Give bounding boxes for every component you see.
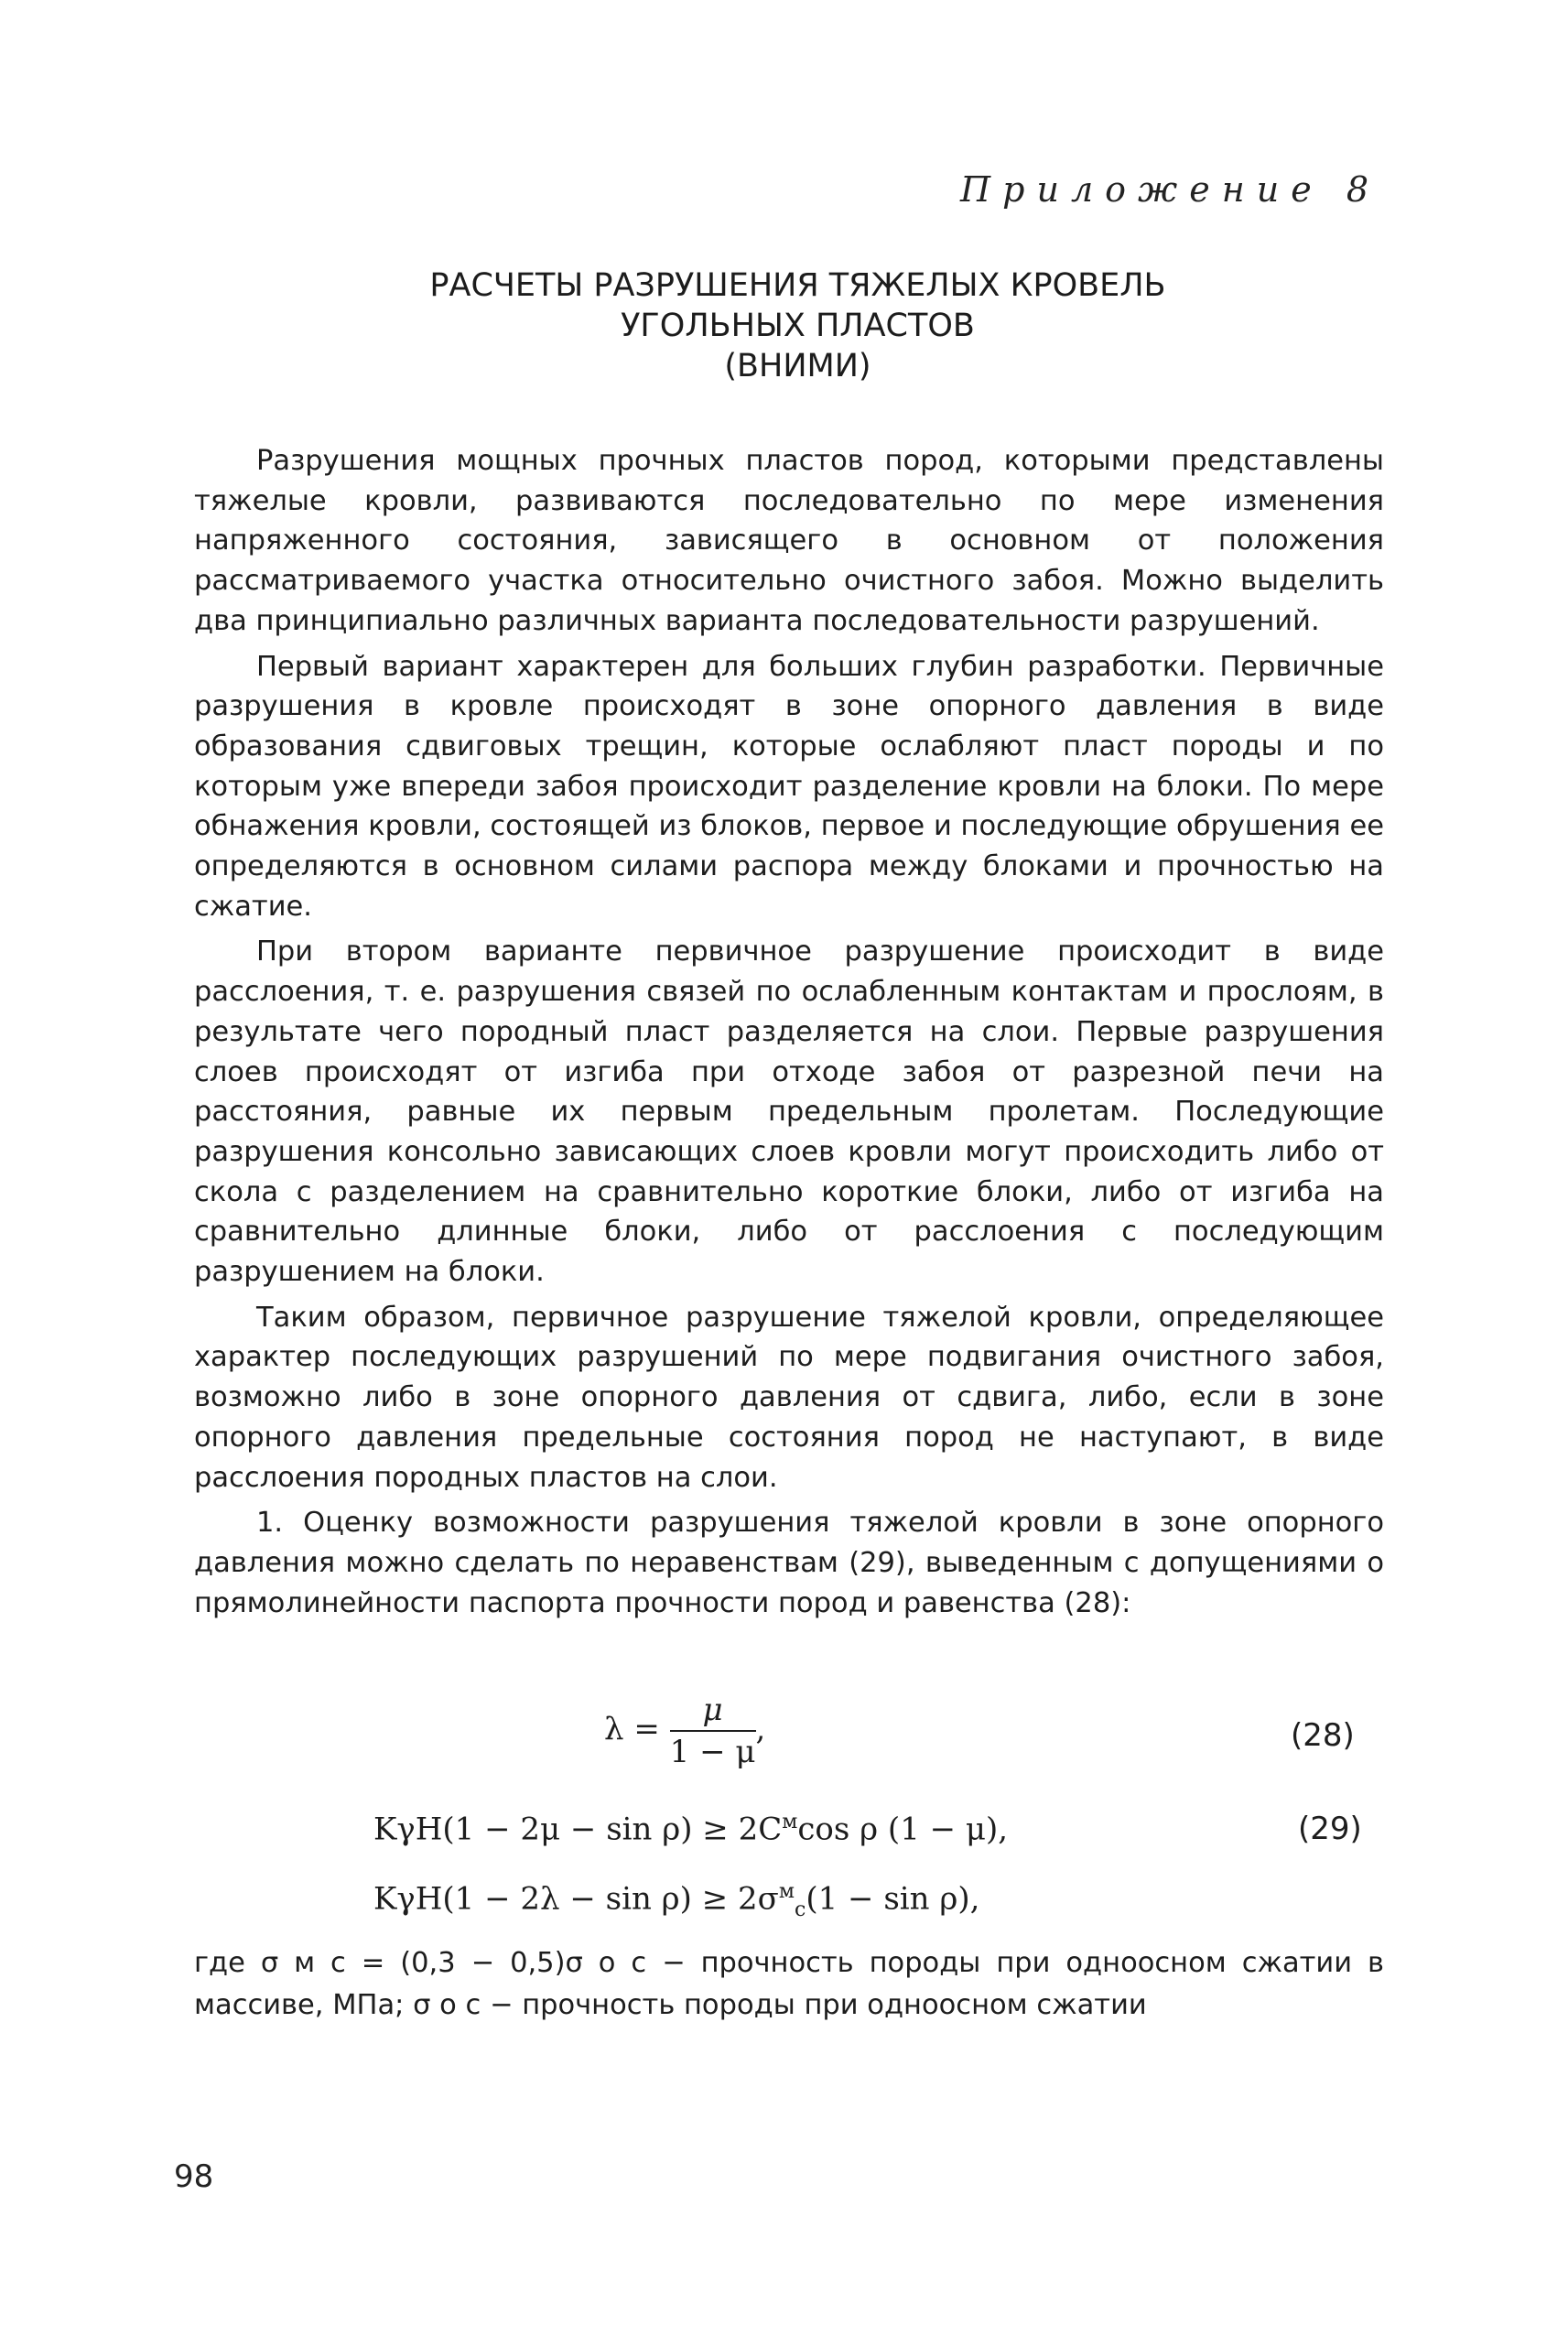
formula-28-lhs: λ = bbox=[604, 1711, 660, 1747]
formula-29-line-1 bbox=[373, 1811, 1008, 1847]
formula-28-fraction bbox=[670, 1692, 756, 1770]
title-line-1: РАСЧЕТЫ РАЗРУШЕНИЯ ТЯЖЕЛЫХ КРОВЕЛЬ bbox=[429, 267, 1166, 304]
page-title bbox=[0, 265, 1568, 386]
paragraph-2: Первый вариант характерен для больших глубин разработки. Первичные разрушения в кровле происходят в зоне опорного давления в виде образования сдвиговых трещин, которые ослабляют пласт породы и по которым уже впереди забоя происходит разделение кровли на блоки. По мере обнажения кровли, состоящей из блоков, первое и последующие обрушения ее определяются в основном силами распора между блоками и прочностью на сжатие. bbox=[194, 650, 1384, 923]
body-text bbox=[194, 441, 1384, 1628]
formula-28-tail: , bbox=[755, 1711, 766, 1747]
formula-29a-text: KγH(1 − 2μ − sin ρ) ≥ 2C bbox=[373, 1811, 783, 1848]
where-clause bbox=[194, 1942, 1384, 2027]
formula-29b-text: KγH(1 − 2λ − sin ρ) ≥ 2σ bbox=[373, 1880, 779, 1918]
paragraph-1: Разрушения мощных прочных пластов пород, которыми представлены тяжелые кровли, развиваются последовательно по мере изменения напряженного состояния, зависящего в основном от положения рассматриваемого участка относительно очистного забоя. Можно выделить два принципиально различных варианта последовательности разрушений. bbox=[194, 445, 1384, 637]
formula-29-number: (29) bbox=[1298, 1811, 1362, 1847]
title-line-3: (ВНИМИ) bbox=[724, 348, 871, 384]
formula-29-line-2 bbox=[373, 1880, 979, 1921]
formula-28-denominator: 1 − μ bbox=[669, 1734, 756, 1770]
formula-28-numerator: μ bbox=[670, 1692, 756, 1732]
paragraph-4: Таким образом, первичное разрушение тяжелой кровли, определяющее характер последующих разрушений по мере подвигания очистного забоя, возможно либо в зоне опорного давления от сдвига, либо, если в зоне опорного давления предельные состояния пород не наступают, в виде расслоения породных пластов на слои. bbox=[194, 1301, 1384, 1494]
appendix-label: Приложение 8 bbox=[960, 169, 1380, 210]
formula-28 bbox=[604, 1692, 765, 1770]
page-number: 98 bbox=[174, 2158, 214, 2195]
formula-29b-text2: (1 − sin ρ), bbox=[806, 1880, 980, 1918]
title-line-2: УГОЛЬНЫХ ПЛАСТОВ bbox=[621, 308, 975, 344]
formula-29a-text2: cos ρ (1 − μ), bbox=[797, 1811, 1009, 1848]
formula-28-number: (28) bbox=[1291, 1717, 1355, 1754]
formula-29b-sub: с bbox=[795, 1898, 806, 1922]
paragraph-3: При втором варианте первичное разрушение происходит в виде расслоения, т. е. разрушения связей по ослабленным контактам и прослоям, в результате чего породный пласт разделяется на слои. Первые разрушения слоев происходят от изгиба при отходе забоя от разрезной печи на расстояния, равные их первым предельным пролетам. Последующие разрушения консольно зависающих слоев кровли могут происходить либо от скола с разделением на сравнительно короткие блоки, либо от изгиба на сравнительно длинные блоки, либо от расслоения с последующим разрушением на блоки. bbox=[194, 935, 1384, 1289]
formula-29a-sup: м bbox=[782, 1811, 798, 1833]
paragraph-5: 1. Оценку возможности разрушения тяжелой кровли в зоне опорного давления можно сделать по неравенствам (29), выведенным с допущениями о прямолинейности паспорта прочности пород и равенства (28): bbox=[194, 1507, 1384, 1619]
where-text: где σ м с = (0,3 − 0,5)σ о с − прочность породы при одноосном сжатии в массиве, МПа; σ о с − прочность породы при одноосном сжатии bbox=[194, 1947, 1384, 2021]
formula-29b-sup: м bbox=[778, 1880, 795, 1903]
